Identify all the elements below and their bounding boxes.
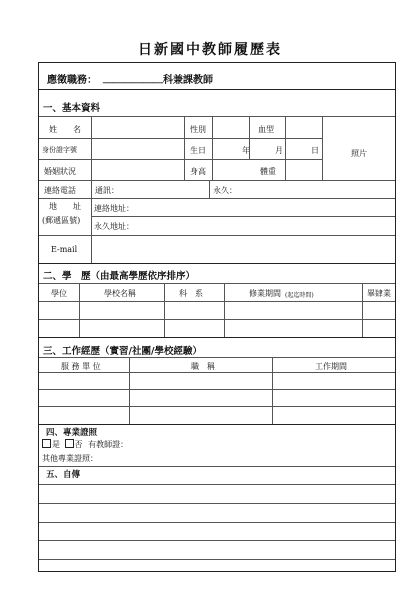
col-graduation-status: 畢肄業 xyxy=(367,289,391,298)
birthday-label: 生日 xyxy=(190,146,206,155)
perm-tel-label: 永久： xyxy=(213,186,237,195)
col-work-period: 工作期間 xyxy=(315,362,347,371)
marital-status-label: 婚姻狀況 xyxy=(44,167,76,176)
teacher-cert-label: 有教師證： xyxy=(88,440,129,449)
bio-heading: 五、自傳 xyxy=(46,470,81,480)
position-blank[interactable]: ＿＿＿＿＿＿ xyxy=(103,74,163,85)
id-number-label: 身份證字號 xyxy=(42,146,77,154)
month-label: 月 xyxy=(275,146,283,155)
col-department: 科 系 xyxy=(179,289,203,298)
edu-heading: 二、學 歷（由最高學歷依序排序） xyxy=(43,271,196,282)
no-checkbox[interactable] xyxy=(65,439,74,448)
col-degree: 學位 xyxy=(51,289,67,298)
basic-heading: 一、基本資料 xyxy=(43,103,101,114)
day-label: 日 xyxy=(311,146,319,155)
year-label: 年 xyxy=(242,146,250,155)
address-label: 地 址 xyxy=(49,202,81,211)
tel-label: 通訊： xyxy=(95,186,119,195)
gender-label: 性別 xyxy=(190,125,206,134)
position-suffix: 科兼課教師 xyxy=(163,75,213,86)
weight-label: 體重 xyxy=(260,167,276,176)
work-heading-row xyxy=(39,338,395,357)
name-label: 姓 名 xyxy=(49,125,81,134)
email-label: E-mail xyxy=(51,245,78,254)
col-study-period-note: (起迄時間) xyxy=(285,292,314,299)
col-service-unit: 服 務 單 位 xyxy=(61,362,101,371)
col-study-period: 修業期間 xyxy=(249,289,281,298)
yes-label: 是 xyxy=(52,440,60,449)
other-cert-label: 其他專業證照： xyxy=(42,454,98,463)
col-job-title: 職 稱 xyxy=(191,362,215,371)
col-school: 學校名稱 xyxy=(104,289,136,298)
postal-code-label: (郵遞區號) xyxy=(42,216,81,225)
basic-heading-row xyxy=(39,90,395,117)
cert-options xyxy=(42,439,128,450)
perm-address-label: 永久地址： xyxy=(94,222,134,231)
photo-label: 照片 xyxy=(351,149,367,158)
height-label: 身高 xyxy=(190,167,206,176)
position-label: 應徵職務： xyxy=(47,75,97,86)
contact-address-label: 連絡地址： xyxy=(94,204,134,213)
position-row xyxy=(39,63,395,90)
blood-type-label: 血型 xyxy=(258,125,274,134)
resume-form xyxy=(38,62,396,572)
yes-checkbox[interactable] xyxy=(42,439,51,448)
edu-heading-row xyxy=(39,264,395,283)
phone-label: 連絡電話 xyxy=(44,186,76,195)
work-heading: 三、工作經歷（實習/社團/學校經驗） xyxy=(43,346,202,357)
cert-heading: 四、專業證照 xyxy=(46,428,98,438)
no-label: 否 xyxy=(74,440,83,449)
page-title: 日新國中教師履歷表 xyxy=(138,42,282,58)
